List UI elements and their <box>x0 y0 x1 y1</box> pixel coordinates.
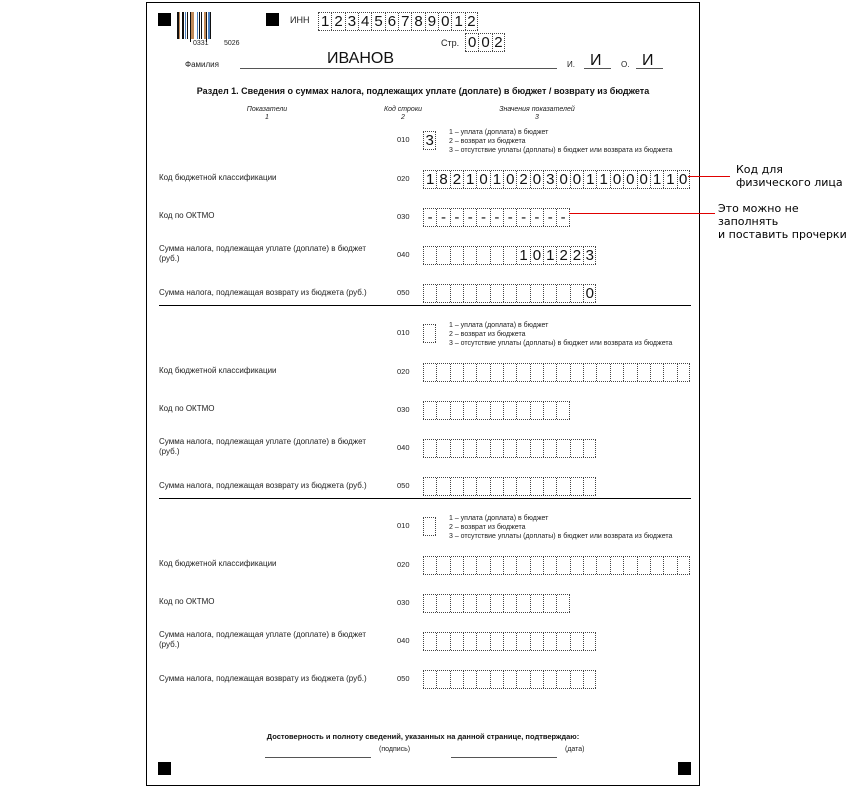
input-cell[interactable]: - <box>556 209 569 226</box>
input-cell[interactable] <box>570 364 583 381</box>
input-cell[interactable]: 1 <box>663 171 676 188</box>
input-cell[interactable] <box>516 595 529 612</box>
input-cell[interactable]: 1 <box>318 13 331 30</box>
input-cell[interactable] <box>490 364 503 381</box>
patronymic-initial-value[interactable]: И <box>642 52 654 69</box>
input-cell[interactable] <box>583 671 596 688</box>
input-cell[interactable]: 5 <box>371 13 384 30</box>
input-cell[interactable] <box>476 671 489 688</box>
input-cell[interactable] <box>490 595 503 612</box>
name-initial-value[interactable]: И <box>590 52 602 69</box>
input-cell[interactable] <box>476 402 489 419</box>
input-cell[interactable] <box>530 364 543 381</box>
column-header-line-code <box>353 106 453 122</box>
input-cell[interactable] <box>663 364 676 381</box>
line-code-020: 020 <box>397 560 410 569</box>
input-cell[interactable] <box>610 364 623 381</box>
input-cell[interactable]: 8 <box>436 171 449 188</box>
input-cell[interactable]: 2 <box>570 247 583 264</box>
input-cell[interactable] <box>463 671 476 688</box>
legend-option-3: 3 – отсутствие уплаты (доплаты) в бюджет или возврата из бюджета <box>449 533 673 540</box>
input-cell[interactable] <box>463 440 476 457</box>
legend-option-1: 1 – уплата (доплата) в бюджет <box>449 322 549 329</box>
input-cell[interactable] <box>463 595 476 612</box>
line-code-030: 030 <box>397 598 410 607</box>
input-cell[interactable] <box>530 402 543 419</box>
input-cell[interactable] <box>503 671 516 688</box>
kbk-annotation-line1: Код для <box>736 163 783 176</box>
input-cell[interactable] <box>436 633 449 650</box>
input-cell[interactable] <box>436 247 449 264</box>
input-cell[interactable] <box>476 285 489 302</box>
input-cell[interactable] <box>516 671 529 688</box>
input-cell[interactable] <box>423 285 436 302</box>
input-cell[interactable] <box>436 402 449 419</box>
input-cell[interactable]: 2 <box>465 13 478 30</box>
input-cell[interactable]: 0 <box>677 171 690 188</box>
line-code-040: 040 <box>397 250 410 259</box>
input-cell[interactable]: 0 <box>570 171 583 188</box>
input-cell[interactable]: 2 <box>450 171 463 188</box>
input-cell[interactable] <box>583 364 596 381</box>
tax-payable-label: Сумма налога, подлежащая уплате (доплате) в бюджет (руб.) <box>159 630 366 649</box>
input-cell[interactable]: 2 <box>492 34 505 51</box>
input-cell[interactable] <box>436 440 449 457</box>
input-cell[interactable] <box>530 633 543 650</box>
input-cell[interactable] <box>543 285 556 302</box>
input-cell[interactable] <box>450 595 463 612</box>
input-cell[interactable]: 2 <box>331 13 344 30</box>
oktmo-annotation-line1: Это можно не заполнять <box>718 202 799 228</box>
input-cell[interactable] <box>677 557 690 574</box>
column-header-indicators-number: 1 <box>265 114 269 121</box>
input-cell[interactable] <box>516 478 529 495</box>
input-cell[interactable] <box>503 285 516 302</box>
input-cell[interactable] <box>556 633 569 650</box>
oktmo-label: Код по ОКТМО <box>159 211 215 220</box>
input-cell[interactable]: 0 <box>530 171 543 188</box>
input-cell[interactable] <box>490 478 503 495</box>
kbk-field[interactable] <box>423 170 690 189</box>
input-cell[interactable] <box>556 595 569 612</box>
input-cell[interactable] <box>570 440 583 457</box>
input-cell[interactable] <box>476 364 489 381</box>
input-cell[interactable]: 0 <box>503 171 516 188</box>
barcode-number-left: 0331 <box>193 40 209 47</box>
input-cell[interactable]: 0 <box>583 285 596 302</box>
input-cell[interactable]: - <box>543 209 556 226</box>
input-cell[interactable] <box>516 364 529 381</box>
surname-underline <box>240 68 557 69</box>
patronymic-initial-label: О. <box>621 60 630 69</box>
input-cell[interactable] <box>490 671 503 688</box>
input-cell[interactable] <box>423 633 436 650</box>
line-code-010: 010 <box>397 521 410 530</box>
column-header-indicators-title: Показатели <box>246 106 288 113</box>
input-cell[interactable] <box>490 557 503 574</box>
input-cell[interactable] <box>637 364 650 381</box>
input-cell[interactable] <box>570 285 583 302</box>
input-cell[interactable] <box>543 633 556 650</box>
oktmo-annotation-line <box>569 213 715 214</box>
input-cell[interactable]: 1 <box>650 171 663 188</box>
input-cell[interactable] <box>463 285 476 302</box>
input-cell[interactable] <box>450 402 463 419</box>
input-cell[interactable] <box>623 364 636 381</box>
input-cell[interactable] <box>556 402 569 419</box>
column-header-indicators <box>217 106 317 122</box>
column-header-values <box>467 106 607 122</box>
date-line[interactable] <box>451 757 557 758</box>
legend-option-1: 1 – уплата (доплата) в бюджет <box>449 129 549 136</box>
input-cell[interactable]: 0 <box>556 171 569 188</box>
payment-type-legend <box>449 514 672 541</box>
input-cell[interactable]: 8 <box>411 13 424 30</box>
line-code-020: 020 <box>397 174 410 183</box>
input-cell[interactable]: 0 <box>623 171 636 188</box>
payment-type-field[interactable] <box>423 517 436 536</box>
input-cell[interactable] <box>543 440 556 457</box>
input-cell[interactable] <box>423 247 436 264</box>
input-cell[interactable] <box>423 440 436 457</box>
input-cell[interactable] <box>516 633 529 650</box>
payment-type-field[interactable] <box>423 324 436 343</box>
input-cell[interactable]: 0 <box>530 247 543 264</box>
input-cell[interactable]: 3 <box>345 13 358 30</box>
line-code-020: 020 <box>397 367 410 376</box>
inn-field[interactable] <box>318 12 478 31</box>
oktmo-field[interactable] <box>423 208 570 227</box>
input-cell[interactable] <box>450 247 463 264</box>
input-cell[interactable] <box>503 247 516 264</box>
input-cell[interactable] <box>490 440 503 457</box>
input-cell[interactable] <box>450 364 463 381</box>
input-cell[interactable] <box>610 557 623 574</box>
input-cell[interactable]: 1 <box>451 13 464 30</box>
input-cell[interactable] <box>556 557 569 574</box>
input-cell[interactable] <box>543 671 556 688</box>
corner-marker-bottom-left <box>158 762 171 775</box>
input-cell[interactable]: 1 <box>583 171 596 188</box>
input-cell[interactable] <box>516 440 529 457</box>
input-cell[interactable]: 0 <box>465 34 478 51</box>
tax-refund-field[interactable] <box>423 284 596 303</box>
input-cell[interactable] <box>436 478 449 495</box>
surname-label: Фамилия <box>185 60 219 69</box>
input-cell[interactable] <box>556 440 569 457</box>
oktmo-annotation-line2: и поставить прочерки <box>718 228 847 241</box>
input-cell[interactable] <box>623 557 636 574</box>
input-cell[interactable]: 3 <box>543 171 556 188</box>
input-cell[interactable] <box>450 440 463 457</box>
input-cell[interactable] <box>637 557 650 574</box>
input-cell[interactable] <box>476 247 489 264</box>
input-cell[interactable]: 6 <box>385 13 398 30</box>
input-cell[interactable] <box>436 595 449 612</box>
kbk-label: Код бюджетной классификации <box>159 559 277 568</box>
input-cell[interactable]: 9 <box>425 13 438 30</box>
input-cell[interactable]: - <box>463 209 476 226</box>
input-cell[interactable] <box>463 402 476 419</box>
input-cell[interactable]: 0 <box>478 34 491 51</box>
oktmo-field[interactable] <box>423 594 570 613</box>
input-cell[interactable]: 1 <box>596 171 609 188</box>
oktmo-annotation <box>718 202 850 241</box>
input-cell[interactable] <box>450 285 463 302</box>
input-cell[interactable] <box>650 557 663 574</box>
line-code-030: 030 <box>397 212 410 221</box>
input-cell[interactable] <box>476 440 489 457</box>
tax-refund-label: Сумма налога, подлежащая возврату из бюджета (руб.) <box>159 481 367 490</box>
input-cell[interactable] <box>490 633 503 650</box>
input-cell[interactable] <box>556 478 569 495</box>
name-initial-label: И. <box>567 60 575 69</box>
barcode <box>177 12 225 39</box>
signature-label: (подпись) <box>379 746 411 753</box>
input-cell[interactable]: 0 <box>610 171 623 188</box>
input-cell[interactable] <box>503 440 516 457</box>
input-cell[interactable] <box>423 671 436 688</box>
block-separator <box>159 498 691 499</box>
input-cell[interactable] <box>556 671 569 688</box>
input-cell[interactable]: - <box>530 209 543 226</box>
payment-type-field[interactable] <box>423 131 436 150</box>
input-cell[interactable] <box>570 671 583 688</box>
tax-payable-field[interactable] <box>423 632 596 651</box>
input-cell[interactable] <box>596 364 609 381</box>
input-cell[interactable]: 0 <box>476 171 489 188</box>
input-cell[interactable] <box>556 364 569 381</box>
tax-payable-label: Сумма налога, подлежащая уплате (доплате) в бюджет (руб.) <box>159 244 366 263</box>
input-cell[interactable] <box>650 364 663 381</box>
input-cell[interactable] <box>476 633 489 650</box>
tax-refund-label: Сумма налога, подлежащая возврату из бюджета (руб.) <box>159 674 367 683</box>
input-cell[interactable] <box>436 285 449 302</box>
input-cell[interactable] <box>423 364 436 381</box>
input-cell[interactable] <box>583 440 596 457</box>
surname-value[interactable]: ИВАНОВ <box>327 50 394 67</box>
column-header-line-code-title: Код строки <box>383 106 423 113</box>
tax-payable-field[interactable] <box>423 439 596 458</box>
input-cell[interactable] <box>436 671 449 688</box>
input-cell[interactable]: 2 <box>516 171 529 188</box>
tax-payable-label: Сумма налога, подлежащая уплате (доплате) в бюджет (руб.) <box>159 437 366 456</box>
kbk-label: Код бюджетной классификации <box>159 173 277 182</box>
input-cell[interactable] <box>503 633 516 650</box>
kbk-annotation-line2: физического лица <box>736 176 843 189</box>
legend-option-3: 3 – отсутствие уплаты (доплаты) в бюджет или возврата из бюджета <box>449 147 673 154</box>
input-cell[interactable] <box>423 325 436 342</box>
input-cell[interactable]: - <box>503 209 516 226</box>
inn-label: ИНН <box>290 15 310 25</box>
input-cell[interactable] <box>543 402 556 419</box>
line-code-050: 050 <box>397 481 410 490</box>
input-cell[interactable] <box>556 285 569 302</box>
legend-option-2: 2 – возврат из бюджета <box>449 331 526 338</box>
line-code-050: 050 <box>397 288 410 297</box>
input-cell[interactable]: 0 <box>637 171 650 188</box>
tax-refund-field[interactable] <box>423 477 596 496</box>
line-code-030: 030 <box>397 405 410 414</box>
input-cell[interactable] <box>490 247 503 264</box>
column-header-values-title: Значения показателей <box>499 106 575 113</box>
column-header-values-number: 3 <box>535 114 539 121</box>
input-cell[interactable] <box>516 285 529 302</box>
input-cell[interactable] <box>463 478 476 495</box>
input-cell[interactable]: 3 <box>423 132 436 149</box>
column-header-line-code-number: 2 <box>401 114 405 121</box>
page-label: Стр. <box>441 38 460 48</box>
input-cell[interactable] <box>476 478 489 495</box>
legend-option-3: 3 – отсутствие уплаты (доплаты) в бюджет или возврата из бюджета <box>449 340 673 347</box>
input-cell[interactable] <box>423 518 436 535</box>
input-cell[interactable] <box>450 557 463 574</box>
input-cell[interactable] <box>490 402 503 419</box>
input-cell[interactable]: - <box>490 209 503 226</box>
input-cell[interactable] <box>543 557 556 574</box>
oktmo-label: Код по ОКТМО <box>159 404 215 413</box>
input-cell[interactable]: - <box>423 209 436 226</box>
input-cell[interactable]: - <box>436 209 449 226</box>
confirmation-text: Достоверность и полноту сведений, указанных на данной странице, подтверждаю: <box>266 732 580 741</box>
kbk-field[interactable] <box>423 363 690 382</box>
input-cell[interactable] <box>503 478 516 495</box>
tax-refund-field[interactable] <box>423 670 596 689</box>
payment-type-legend <box>449 321 672 348</box>
input-cell[interactable] <box>503 364 516 381</box>
input-cell[interactable]: - <box>516 209 529 226</box>
corner-marker-bottom-right <box>678 762 691 775</box>
barcode-bar <box>211 12 213 39</box>
input-cell[interactable] <box>450 478 463 495</box>
input-cell[interactable]: - <box>450 209 463 226</box>
tax-form-page <box>146 2 700 786</box>
input-cell[interactable] <box>490 285 503 302</box>
input-cell[interactable] <box>543 595 556 612</box>
input-cell[interactable] <box>530 440 543 457</box>
input-cell[interactable] <box>503 402 516 419</box>
input-cell[interactable] <box>530 671 543 688</box>
corner-marker-top-left <box>158 13 171 26</box>
input-cell[interactable] <box>530 557 543 574</box>
input-cell[interactable]: 4 <box>358 13 371 30</box>
input-cell[interactable] <box>530 478 543 495</box>
input-cell[interactable] <box>463 364 476 381</box>
line-code-040: 040 <box>397 443 410 452</box>
input-cell[interactable] <box>583 478 596 495</box>
input-cell[interactable] <box>543 478 556 495</box>
input-cell[interactable] <box>503 595 516 612</box>
input-cell[interactable] <box>436 557 449 574</box>
input-cell[interactable] <box>583 557 596 574</box>
input-cell[interactable] <box>677 364 690 381</box>
input-cell[interactable] <box>436 364 449 381</box>
input-cell[interactable] <box>423 595 436 612</box>
input-cell[interactable]: 1 <box>516 247 529 264</box>
kbk-field[interactable] <box>423 556 690 575</box>
input-cell[interactable] <box>570 478 583 495</box>
input-cell[interactable]: 1 <box>463 171 476 188</box>
input-cell[interactable]: 1 <box>423 171 436 188</box>
tax-refund-label: Сумма налога, подлежащая возврату из бюджета (руб.) <box>159 288 367 297</box>
legend-option-2: 2 – возврат из бюджета <box>449 524 526 531</box>
kbk-annotation <box>736 163 843 189</box>
input-cell[interactable]: 3 <box>583 247 596 264</box>
input-cell[interactable]: - <box>476 209 489 226</box>
line-code-050: 050 <box>397 674 410 683</box>
kbk-label: Код бюджетной классификации <box>159 366 277 375</box>
input-cell[interactable] <box>516 402 529 419</box>
oktmo-field[interactable] <box>423 401 570 420</box>
input-cell[interactable] <box>570 557 583 574</box>
input-cell[interactable]: 2 <box>556 247 569 264</box>
corner-marker-top-right <box>266 13 279 26</box>
barcode-number-right: 5026 <box>224 40 240 47</box>
input-cell[interactable]: 1 <box>490 171 503 188</box>
input-cell[interactable] <box>503 557 516 574</box>
input-cell[interactable] <box>463 633 476 650</box>
input-cell[interactable] <box>463 557 476 574</box>
input-cell[interactable]: 1 <box>543 247 556 264</box>
tax-payable-field[interactable] <box>423 246 596 265</box>
input-cell[interactable] <box>450 633 463 650</box>
block-separator <box>159 305 691 306</box>
input-cell[interactable] <box>423 402 436 419</box>
input-cell[interactable] <box>663 557 676 574</box>
input-cell[interactable] <box>530 285 543 302</box>
line-code-040: 040 <box>397 636 410 645</box>
payment-type-legend <box>449 128 672 155</box>
input-cell[interactable] <box>530 595 543 612</box>
patronymic-initial-underline <box>636 68 663 69</box>
signature-line[interactable] <box>265 757 371 758</box>
input-cell[interactable] <box>596 557 609 574</box>
input-cell[interactable] <box>463 247 476 264</box>
input-cell[interactable] <box>450 671 463 688</box>
date-label: (дата) <box>565 746 585 753</box>
line-code-010: 010 <box>397 135 410 144</box>
input-cell[interactable] <box>476 595 489 612</box>
legend-option-1: 1 – уплата (доплата) в бюджет <box>449 515 549 522</box>
input-cell[interactable] <box>543 364 556 381</box>
kbk-annotation-line <box>688 176 730 177</box>
input-cell[interactable] <box>476 557 489 574</box>
input-cell[interactable] <box>516 557 529 574</box>
input-cell[interactable] <box>423 557 436 574</box>
input-cell[interactable] <box>423 478 436 495</box>
section-title: Раздел 1. Сведения о суммах налога, подлежащих уплате (доплате) в бюджет / возврату из бюджета <box>196 86 650 96</box>
input-cell[interactable]: 0 <box>438 13 451 30</box>
input-cell[interactable] <box>570 633 583 650</box>
line-code-010: 010 <box>397 328 410 337</box>
legend-option-2: 2 – возврат из бюджета <box>449 138 526 145</box>
oktmo-label: Код по ОКТМО <box>159 597 215 606</box>
page-number-field[interactable] <box>465 33 505 52</box>
input-cell[interactable] <box>583 633 596 650</box>
input-cell[interactable]: 7 <box>398 13 411 30</box>
name-initial-underline <box>584 68 611 69</box>
